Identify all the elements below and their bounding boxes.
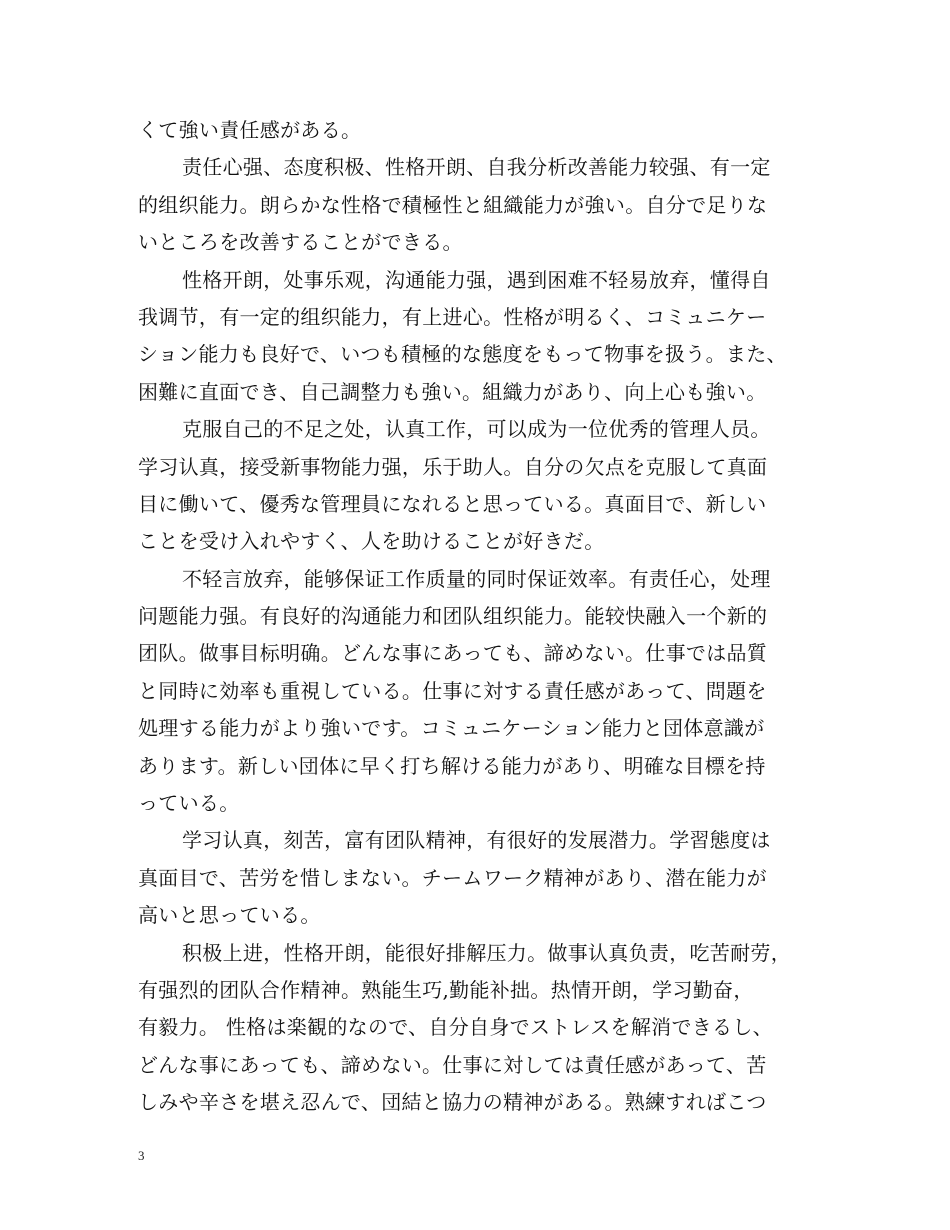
text-line: 我调节，有一定的组织能力，有上进心。性格が明るく、コミュニケー — [138, 304, 767, 329]
text-line: 真面目で、苦労を惜しまない。チームワーク精神があり、潜在能力が — [138, 865, 767, 890]
text-line: と同時に効率も重視している。仕事に対する責任感があって、問題を — [138, 678, 767, 703]
text-line: 困難に直面でき、自己調整力も強い。組織力があり、向上心も強い。 — [138, 379, 767, 404]
text-line: どんな事にあっても、諦めない。仕事に対しては責任感があって、苦 — [138, 1052, 767, 1077]
text-line: 有毅力。 性格は楽観的なので、自分自身でストレスを解消できるし、 — [138, 1015, 773, 1040]
text-line: いところを改善することができる。 — [138, 230, 463, 255]
text-line: ション能力も良好で、いつも積極的な態度をもって物事を扱う。また、 — [138, 342, 787, 367]
text-line: 学习认真，接受新事物能力强，乐于助人。自分の欠点を克服して真面 — [138, 454, 768, 479]
body-text — [138, 112, 838, 1122]
text-line: しみや辛さを堪え忍んで、団結と協力の精神がある。熟練すればこつ — [138, 1090, 767, 1115]
text-line: 问题能力强。有良好的沟通能力和团队组织能力。能较快融入一个新的 — [138, 604, 768, 629]
text-line: 克服自己的不足之处，认真工作，可以成为一位优秀的管理人员。 — [182, 417, 771, 442]
page-number: 3 — [138, 1148, 145, 1163]
text-line: くて強い責任感がある。 — [138, 118, 362, 142]
text-line: 有强烈的团队合作精神。熟能生巧,勤能补拙。热情开朗，学习勤奋， — [138, 977, 754, 1002]
text-line: 不轻言放弃，能够保证工作质量的同时保证效率。有责任心，处理 — [182, 566, 771, 591]
text-line: 积极上进，性格开朗，能很好排解压力。做事认真负责，吃苦耐劳， — [182, 940, 791, 965]
text-line: 高いと思っている。 — [138, 903, 321, 928]
text-line: 的组织能力。朗らかな性格で積極性と組織能力が強い。自分で足りな — [138, 192, 768, 217]
text-line: あります。新しい団体に早く打ち解ける能力があり、明確な目標を持 — [138, 753, 766, 778]
text-line: 処理する能力がより強いです。コミュニケーション能力と団体意識が — [138, 716, 765, 741]
text-line: っている。 — [138, 791, 240, 816]
text-line: ことを受け入れやすく、人を助けることが好きだ。 — [138, 529, 605, 554]
text-line: 团队。做事目标明确。どんな事にあっても、諦めない。仕事では品質 — [138, 641, 768, 666]
text-line: 性格开朗，处事乐观，沟通能力强，遇到困难不轻易放弃，懂得自 — [182, 267, 771, 292]
text-line: 学习认真，刻苦，富有团队精神，有很好的发展潜力。学習態度は — [182, 828, 771, 853]
text-line: 责任心强、态度积极、性格开朗、自我分析改善能力较强、有一定 — [182, 155, 771, 180]
text-line: 目に働いて、優秀な管理員になれると思っている。真面目で、新しい — [138, 491, 767, 516]
